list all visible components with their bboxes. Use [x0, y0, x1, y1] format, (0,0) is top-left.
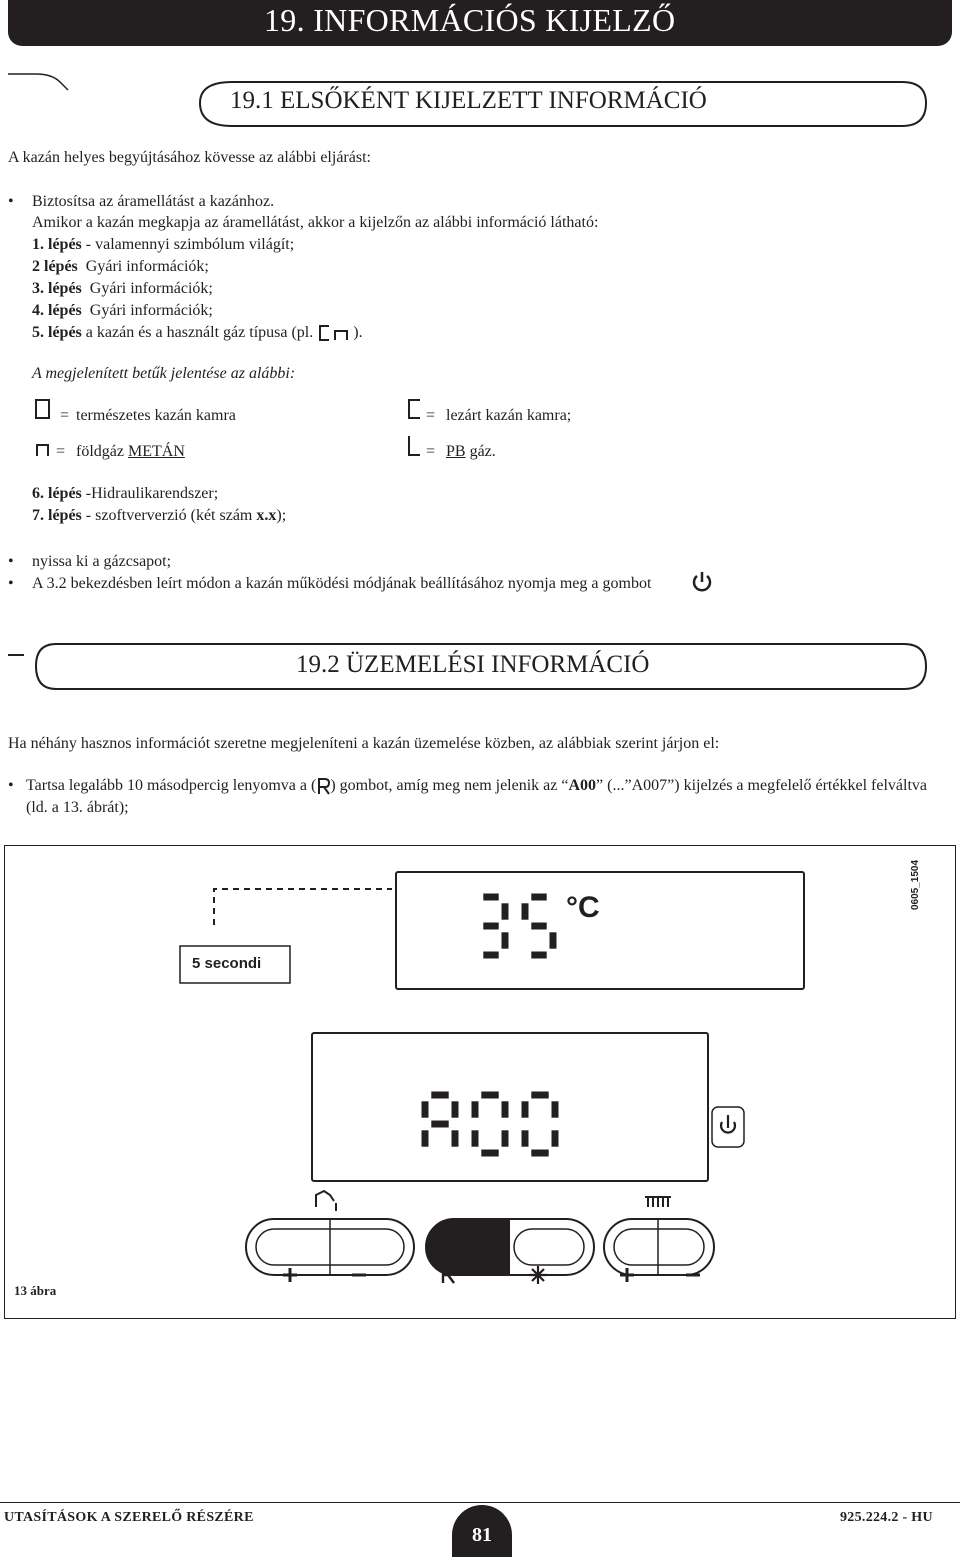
bullet-hold-reset-cont: (ld. a 13. ábrát); [26, 799, 129, 816]
step-1: 1. lépés - valamennyi szimbólum világít; [32, 236, 295, 253]
section1-title: 19.1 ELSŐKÉNT KIJELZETT INFORMÁCIÓ [230, 87, 707, 114]
lcd-c-icon [406, 398, 422, 420]
bullet-power-supply: Biztosítsa az áramellátást a kazánhoz. [32, 193, 275, 210]
metan-link: METÁN [127, 443, 185, 460]
footer-left-text: UTASÍTÁSOK A SZERELŐ RÉSZÉRE [4, 1510, 254, 1525]
lcd-n-icon [34, 442, 52, 458]
footer-rule [0, 1502, 960, 1503]
step-2: 2 lépés Gyári információk; [32, 258, 209, 275]
temperature-unit: °C [566, 891, 600, 924]
legend-c-text: lezárt kazán kamra; [446, 407, 572, 424]
bullet-mode-setting: A 3.2 bekezdésben leírt módon a kazán működési módjának beállításához nyomja meg a gombot [32, 575, 652, 592]
legend-eq-c: = [426, 407, 436, 424]
step-3: 3. lépés Gyári információk; [32, 280, 213, 297]
section2-intro: Ha néhány hasznos információt szeretne megjeleníteni a kazán üzemelése közben, az alábbiak szerint járjon el: [8, 735, 720, 752]
pb-link: PB [446, 443, 466, 460]
section2-title: 19.2 ÜZEMELÉSI INFORMÁCIÓ [296, 651, 650, 678]
figure-caption: 13 ábra [14, 1283, 57, 1298]
lcd-o-icon [34, 398, 52, 420]
radiator-icon [645, 1197, 671, 1207]
chapter-title: 19. INFORMÁCIÓS KIJELZŐ [264, 2, 676, 38]
legend-eq-n: = [56, 443, 66, 460]
tap-icon [316, 1191, 336, 1211]
footer-right-code: 925.224.2 - HU [840, 1510, 933, 1525]
legend-l-text: PB gáz. [446, 443, 496, 460]
legend-eq-l: = [426, 443, 436, 460]
temperature-digits [470, 890, 570, 970]
upper-display [396, 872, 804, 989]
button-row [246, 1219, 714, 1275]
bullet-dot: • [8, 575, 14, 592]
callout-leader [214, 889, 392, 925]
callout-label: 5 secondi [192, 955, 262, 972]
power-icon [690, 570, 714, 594]
legend-o-text: természetes kazán kamra [76, 407, 236, 424]
bullet-gas-valve: nyissa ki a gázcsapot; [32, 553, 172, 570]
legend-eq-o: = [60, 407, 70, 424]
section1-intro: A kazán helyes begyújtásához kövesse az alábbi eljárást: [8, 149, 371, 166]
step-7: 7. lépés - szoftververzió (két szám x.x); [32, 507, 287, 524]
legend-heading: A megjelenített betűk jelentése az alábbi: [32, 365, 296, 382]
step-4: 4. lépés Gyári információk; [32, 302, 213, 319]
step-6: 6. lépés -Hidraulikarendszer; [32, 485, 219, 502]
bullet-dot: • [8, 553, 14, 570]
code-digits [418, 1088, 578, 1168]
lcd-cn-icon [317, 324, 353, 342]
legend-n-text: földgáz METÁN [76, 443, 185, 460]
figure-ref-code: 0605_1504 [910, 859, 921, 910]
lcd-l-icon [406, 434, 422, 458]
bullet-dot: • [8, 777, 14, 794]
bullet-hold-reset: Tartsa legalább 10 másodpercig lenyomva a ( ) gombot, amíg meg nem jelenik az “A00” (...”A007”) kijelzés a megfelelő értékkel felváltva [26, 777, 927, 794]
page-number: 81 [452, 1505, 512, 1557]
step-5: 5. lépés a kazán és a használt gáz típusa (pl. ). [32, 324, 363, 341]
bullet-power-supply-cont: Amikor a kazán megkapja az áramellátást, akkor a kijelzőn az alábbi információ látható: [32, 214, 599, 231]
heating-rocker[interactable] [604, 1219, 714, 1275]
bullet-dot: • [8, 193, 14, 210]
reset-icon [316, 777, 330, 795]
